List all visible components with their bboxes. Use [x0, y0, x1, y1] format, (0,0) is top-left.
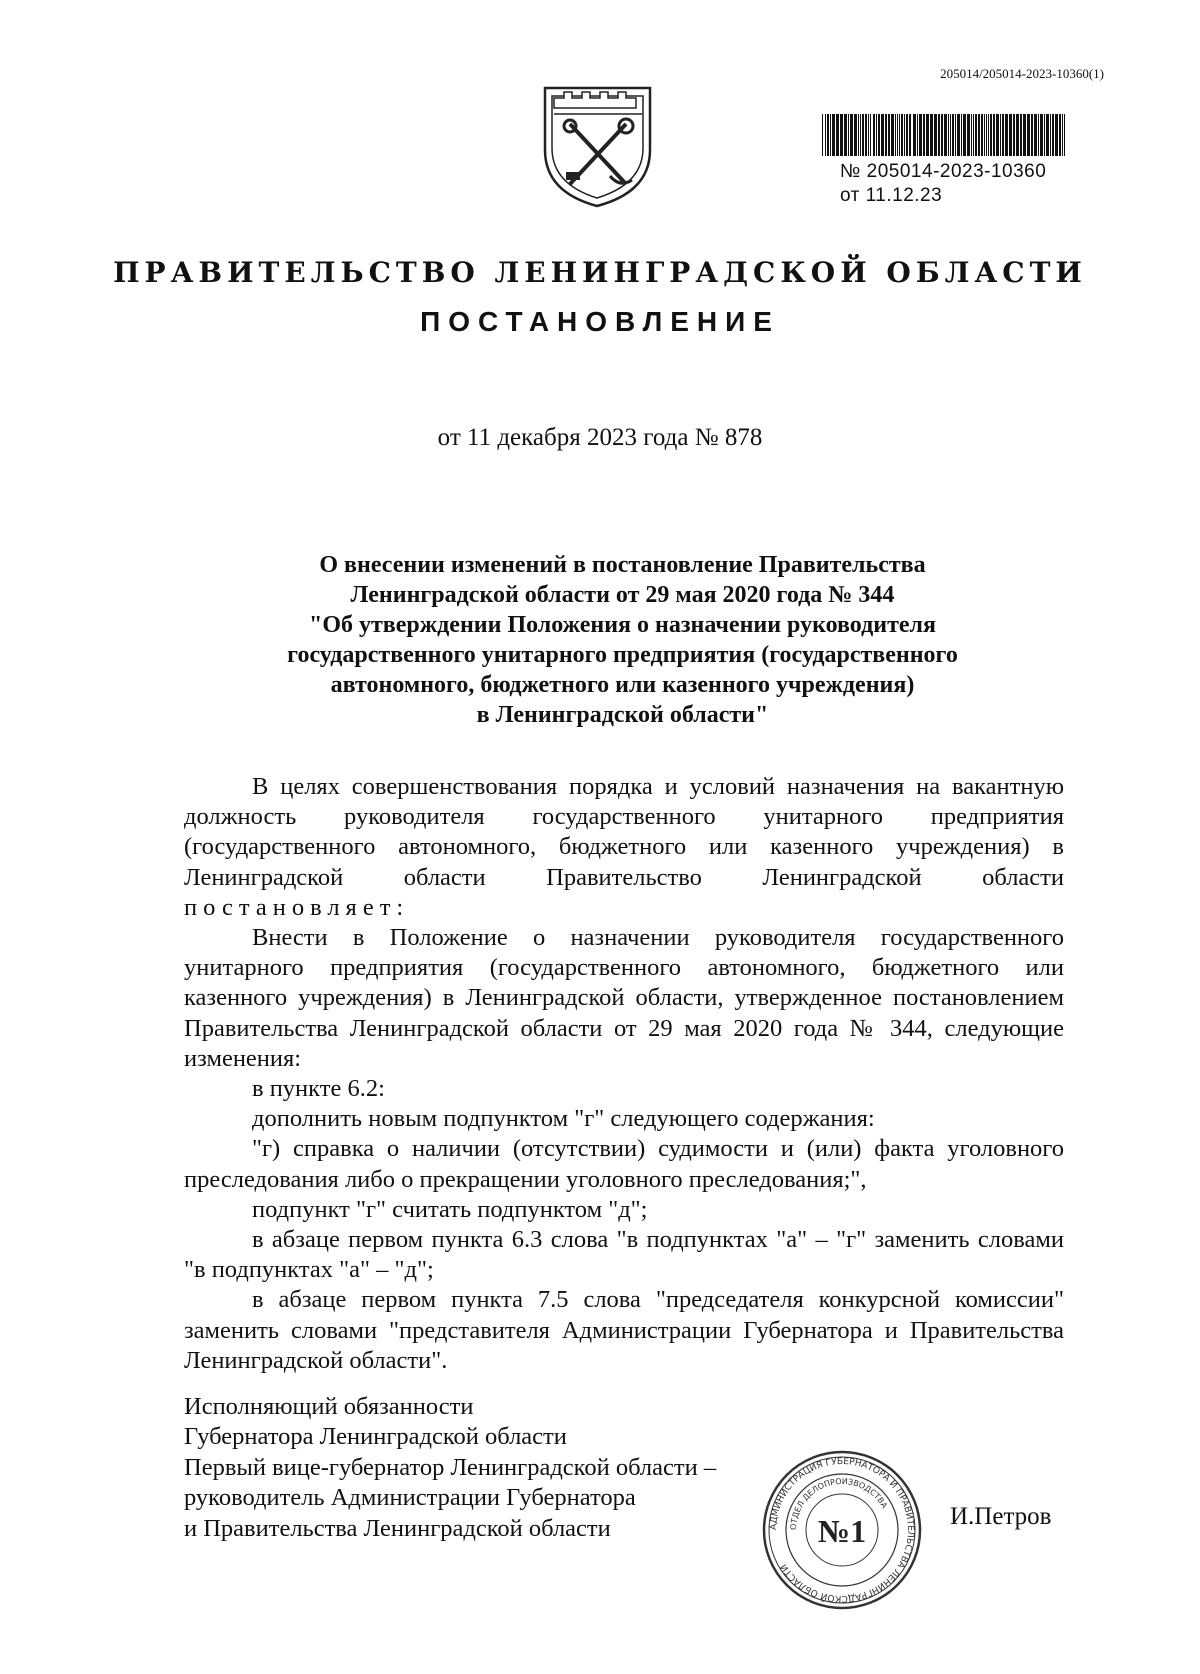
barcode-bar [981, 114, 983, 156]
barcode-bar [899, 114, 900, 156]
title-line: государственного унитарного предприятия (государственного [287, 642, 958, 668]
signer-title-line: Губернатора Ленинградской области [184, 1423, 567, 1451]
body-paragraph: подпункт "г" считать подпунктом "д"; [252, 1195, 648, 1223]
barcode-bar [973, 114, 974, 156]
document-type: ПОСТАНОВЛЕНИЕ [420, 306, 780, 337]
barcode-bar [993, 114, 995, 156]
body-paragraph: "г) справка о наличии (отсутствии) судимости и (или) факта уголовного преследования либо о прекращении уголовного преследования;", [184, 1135, 1064, 1193]
barcode-bar [1055, 114, 1058, 156]
decree-title [180, 550, 1065, 730]
barcode-bar [1040, 114, 1043, 156]
barcode-bar [909, 114, 911, 156]
title-line: в Ленинградской области" [476, 702, 769, 728]
seal-ring-text: АДМИНИСТРАЦИЯ ГУБЕРНАТОРА И ПРАВИТЕЛЬСТВА ЛЕНИНГРАДСКОЙ ОБЛАСТИ [768, 1456, 916, 1604]
barcode-bar [906, 114, 908, 156]
barcode-bar [1044, 114, 1045, 156]
seal-center-number: №1 [817, 1513, 867, 1549]
barcode-bar [825, 114, 826, 156]
barcode-bar [822, 114, 823, 156]
body-paragraph [184, 772, 1064, 923]
barcode-bar [923, 114, 925, 156]
official-seal [762, 1450, 922, 1610]
barcode-bar [873, 114, 875, 156]
barcode-bar [840, 114, 843, 156]
barcode-bar [990, 114, 992, 156]
barcode-bar [881, 114, 884, 156]
barcode-bar [955, 114, 956, 156]
barcode-bar [930, 114, 933, 156]
coat-of-arms-icon [540, 80, 655, 210]
barcode-bar [888, 114, 890, 156]
barcode-bar [895, 114, 896, 156]
barcode-bar [904, 114, 905, 156]
barcode-bar [870, 114, 871, 156]
barcode-bar [919, 114, 922, 156]
barcode-bar [1002, 114, 1004, 156]
body-paragraph: дополнить новым подпунктом "г" следующего содержания: [252, 1105, 875, 1133]
barcode-bar [934, 114, 937, 156]
barcode-bar [913, 114, 916, 156]
barcode-bar [975, 114, 977, 156]
barcode-bar [1020, 114, 1022, 156]
barcode-bar [1064, 114, 1065, 156]
barcode-icon [820, 114, 1070, 156]
barcode-bar [865, 114, 867, 156]
barcode-bar [941, 114, 943, 156]
barcode-bar [967, 114, 970, 156]
decree-date-number: от 11 декабря 2023 года № 878 [437, 424, 763, 451]
registration-number: № 205014-2023-10360 [840, 161, 1047, 182]
barcode-bar [1034, 114, 1037, 156]
barcode-bar [827, 114, 829, 156]
barcode-bar [1038, 114, 1039, 156]
decree-body [184, 772, 1064, 1376]
barcode-bar [1046, 114, 1049, 156]
signer-title-line: Первый вице-губернатор Ленинградской области – [184, 1453, 717, 1481]
barcode-bar [971, 114, 972, 156]
barcode-bar [830, 114, 831, 156]
barcode-bar [858, 114, 859, 156]
document-reference: 205014/205014-2023-10360(1) [940, 66, 1104, 81]
title-line: Ленинградской области от 29 мая 2020 года № 344 [350, 582, 895, 608]
barcode-bar [878, 114, 880, 156]
barcode-bar [952, 114, 954, 156]
barcode-bar [978, 114, 980, 156]
registration-date: от 11.12.23 [840, 185, 943, 206]
barcode-bar [1027, 114, 1030, 156]
signature-block [184, 1392, 716, 1544]
body-paragraph: в пункте 6.2: [252, 1075, 385, 1103]
barcode-bar [938, 114, 940, 156]
barcode-bar [917, 114, 918, 156]
paragraph-text: В целях совершенствования порядка и условий назначения на вакантную должность руководителя государственного унитарного предприятия (государственного автономного, бюджетного или казенного учреждения) в Ленинградской области Правительство Ленинградской области [184, 773, 1064, 891]
barcode-bar [1013, 114, 1015, 156]
registration-stamp [840, 160, 1046, 208]
barcode-bar [996, 114, 999, 156]
barcode-bar [1023, 114, 1026, 156]
barcode-bar [832, 114, 835, 156]
body-paragraph: Внести в Положение о назначении руководителя государственного унитарного предприятия (государственного автономного, бюджетного или казенного учреждения) в Ленинградской области, утвержденное постановлением Правительства Ленинградской области от 29 мая 2020 года № 344, следующие изменения: [184, 924, 1064, 1072]
barcode-bar [844, 114, 847, 156]
barcode-bar [1009, 114, 1012, 156]
barcode-bar [926, 114, 929, 156]
barcode-bar [1016, 114, 1019, 156]
signer-title-line: руководитель Администрации Губернатора [184, 1484, 636, 1512]
barcode-bar [891, 114, 894, 156]
barcode-bar [948, 114, 949, 156]
barcode-bar [961, 114, 962, 156]
barcode-bar [901, 114, 903, 156]
barcode-bar [860, 114, 861, 156]
barcode-bar [897, 114, 898, 156]
government-heading: ПРАВИТЕЛЬСТВО ЛЕНИНГРАДСКОЙ ОБЛАСТИ [113, 256, 1087, 289]
barcode-bar [836, 114, 839, 156]
barcode-bar [1031, 114, 1033, 156]
signer-name: И.Петров [950, 1503, 1052, 1530]
title-line: "Об утверждении Положения о назначении руководителя [309, 612, 936, 638]
barcode-bar [1005, 114, 1008, 156]
barcode-bar [868, 114, 869, 156]
barcode-bar [944, 114, 947, 156]
barcode-bar [986, 114, 987, 156]
resolves-word: постановляет: [184, 893, 410, 921]
barcode-bar [984, 114, 985, 156]
signer-title-line: и Правительства Ленинградской области [184, 1514, 611, 1542]
barcode-bar [1000, 114, 1001, 156]
barcode-bar [850, 114, 853, 156]
barcode-bar [848, 114, 849, 156]
barcode-bar [876, 114, 877, 156]
barcode-bar [963, 114, 966, 156]
barcode-bar [1059, 114, 1061, 156]
barcode-bar [862, 114, 864, 156]
barcode-bar [1052, 114, 1054, 156]
body-paragraph: в абзаце первом пункта 6.3 слова "в подпунктах "а" – "г" заменить словами "в подпунктах "а" – "д"; [184, 1226, 1064, 1284]
barcode-bar [854, 114, 857, 156]
title-line: О внесении изменений в постановление Правительства [319, 552, 926, 578]
barcode-bar [1062, 114, 1063, 156]
title-line: автономного, бюджетного или казенного учреждения) [330, 672, 915, 698]
barcode-bar [885, 114, 887, 156]
barcode-bar [1050, 114, 1051, 156]
barcode-bar [950, 114, 951, 156]
signer-title-line: Исполняющий обязанности [184, 1393, 474, 1420]
barcode-bar [988, 114, 989, 156]
seal-inner-text: ОТДЕЛ ДЕЛОПРОИЗВОДСТВА [788, 1476, 890, 1531]
body-paragraph: в абзаце первом пункта 7.5 слова "председателя конкурсной комиссии" заменить словами "представителя Администрации Губернатора и Правительства Ленинградской области". [184, 1286, 1064, 1374]
barcode-bar [957, 114, 960, 156]
